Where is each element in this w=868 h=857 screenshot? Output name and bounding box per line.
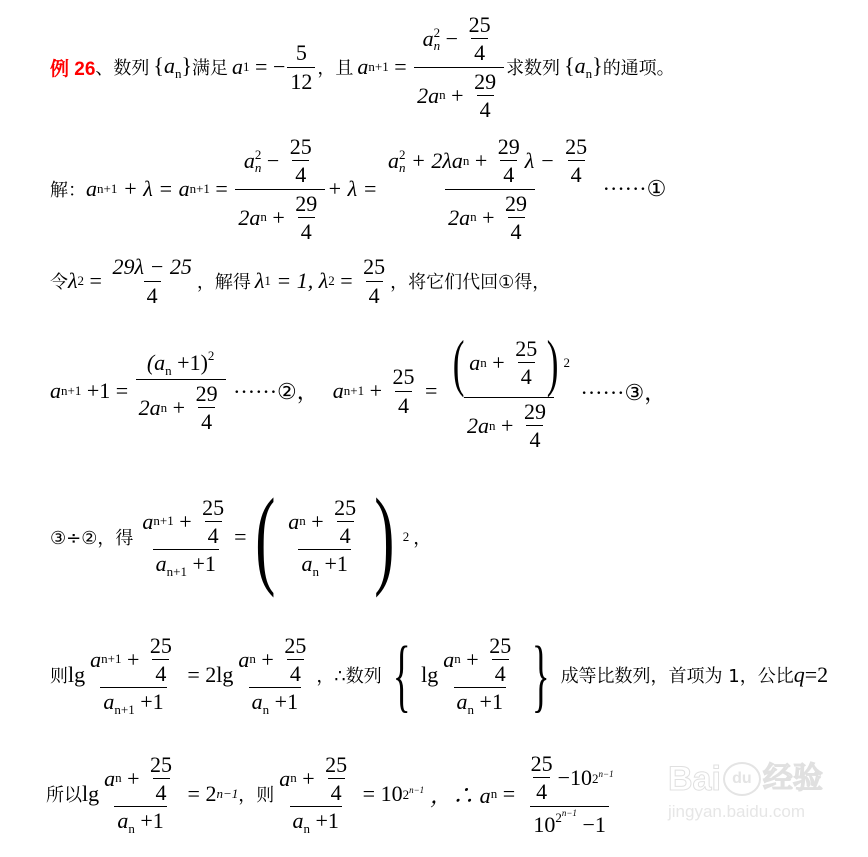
text-sequence: 数列: [113, 58, 150, 79]
watermark-jingyan: 经验: [762, 762, 823, 795]
ratio-q: q: [793, 662, 805, 687]
text-general-term: 的通项。: [602, 58, 675, 79]
example-label: 例 26: [50, 58, 96, 80]
text-therefore: ，∴数列: [316, 666, 382, 687]
recurrence-expr: a n+1 = a 2 n − $\frac{25}{4}$ 2a n + $\frac{29}{4}$: [357, 13, 506, 120]
baidu-watermark: [668, 762, 848, 842]
equation-3: a n+1 + $\frac{25}{4}$ = ( a n + $\frac{25}{4}$ ) 2 2a n + $\frac{29}{4}$ ······③，: [332, 326, 667, 452]
a1-expr: a 1 = − $\frac{5}{12}$: [232, 41, 317, 92]
paw-icon: du: [723, 762, 761, 796]
equation-answer: ，∴ a n = $\frac{25}{4}$ −10 $2^{n-1}$ $10^{2^{n-1}} -1$: [430, 751, 614, 837]
text-then: 则: [50, 666, 68, 687]
lambda-values: λ 1 = 1, λ 2 = $\frac{25}{4}$: [254, 254, 386, 308]
text-find: 求数列: [506, 58, 561, 79]
solution-line-6: [46, 748, 619, 840]
text-geometric: 成等比数列，首项为 1，公比: [560, 666, 794, 687]
equation-log: lg a n+1 + $\frac{25}{4}$ $a_{n+1} +1$ = 2lg a n + $\frac{25}{4}$ $a_n +1$: [68, 632, 307, 717]
ratio-value: =2: [804, 662, 829, 687]
text-divide: ③÷②，得: [50, 528, 134, 549]
solution-line-4: [50, 478, 431, 596]
text-so: 所以: [46, 785, 82, 806]
tag-1: ······①: [597, 176, 667, 201]
problem-statement: [50, 8, 675, 126]
text-solve: ，解得: [196, 272, 251, 293]
tag-2: ······②，: [227, 379, 319, 405]
text-substitute: ，将它们代回①得，: [390, 272, 551, 293]
equation-1: a n+1 + λ = a n+1 = a 2 n − $\frac{25}{4}$ 2a n + $\frac{29}{4}$ + λ = a 2 n + 2λa n + $\frac{29}{4}$ λ − $\frac{25}{4}$ 2a n + $\frac{29}{4}$ ······①: [86, 134, 667, 244]
text-and: ，且: [317, 58, 354, 79]
seq-symbol: $\{a_n\}$: [153, 52, 193, 81]
tag-3: ······③，: [575, 379, 667, 405]
seq-symbol-2: $\{a_n\}$: [564, 52, 603, 81]
equation-final-log: lg a n + $\frac{25}{4}$ $a_n +1$ = 2 n−1: [82, 751, 239, 836]
separator: 、: [95, 58, 114, 79]
equation-final-exp: a n + $\frac{25}{4}$ $a_n +1$ = 10 $2^{n-1}$: [279, 751, 425, 836]
watermark-brand: Bai: [668, 760, 721, 798]
equation-2: a n+1 +1 = $(a_n +1)^2$ 2a n + $\frac{29}{4}$ ······②，: [50, 347, 319, 435]
watermark-url: jingyan.baidu.com: [668, 802, 806, 821]
log-sequence: { lg a n + $\frac{25}{4}$ $a_n +1$ }: [392, 628, 550, 720]
solution-line-3: [50, 326, 667, 452]
solution-line-1: [50, 132, 666, 246]
equation-ratio: a n+1 + $\frac{25}{4}$ $a_{n+1} +1$ = ( a n + $\frac{25}{4}$ $a_n +1$ ) 2 ，: [142, 476, 432, 598]
solution-line-5: [50, 616, 828, 734]
text-satisfies: 满足: [192, 58, 229, 79]
text-let: 令: [50, 272, 68, 293]
solution-line-2: [50, 248, 550, 314]
equation-lambda: λ 2 = $\frac{29\lambda - 25}{4}$: [68, 254, 192, 308]
text-solution: 解：: [50, 180, 86, 201]
text-then-2: ，则: [238, 785, 275, 806]
